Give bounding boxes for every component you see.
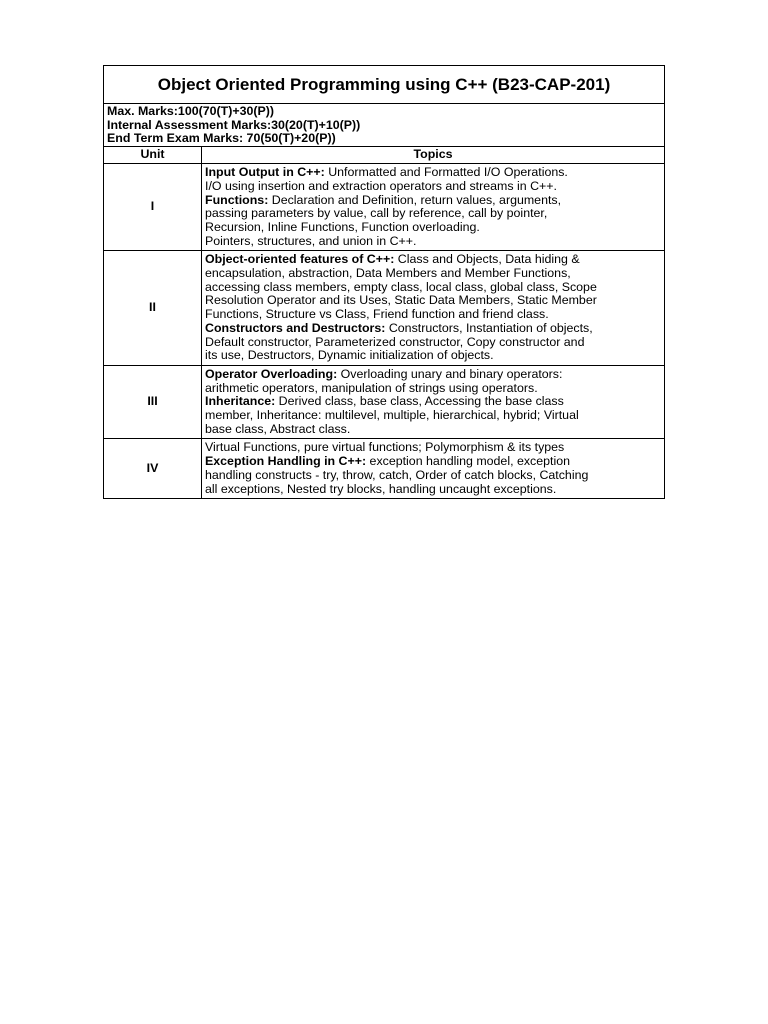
- topic-text: Pointers, structures, and union in C++.: [205, 233, 417, 248]
- topic-line: [205, 382, 661, 396]
- topic-line: [205, 180, 661, 194]
- topic-line: [205, 308, 661, 322]
- topic-line: [205, 253, 661, 267]
- unit-number: IV: [104, 439, 202, 499]
- unit-topics: [202, 164, 665, 251]
- topic-text: Virtual Functions, pure virtual functions; Polymorphism & its types: [205, 440, 565, 455]
- topic-text: Class and Objects, Data hiding &: [394, 252, 580, 267]
- unit-row: [104, 439, 665, 499]
- unit-header: Unit: [104, 147, 202, 164]
- topic-line: [205, 368, 661, 382]
- unit-topics: [202, 439, 665, 499]
- header-row: [104, 147, 665, 164]
- topic-heading: Functions:: [205, 192, 269, 207]
- unit-number: III: [104, 365, 202, 439]
- topic-heading: Operator Overloading:: [205, 366, 338, 381]
- topic-text: base class, Abstract class.: [205, 421, 351, 436]
- topic-heading: Input Output in C++:: [205, 165, 325, 180]
- marks-info: [104, 104, 665, 147]
- topic-line: [205, 267, 661, 281]
- unit-row: [104, 251, 665, 366]
- topic-line: [205, 455, 661, 469]
- title-row: [104, 66, 665, 104]
- topic-line: [205, 221, 661, 235]
- unit-row: [104, 365, 665, 439]
- topic-line: [205, 166, 661, 180]
- topic-text: Recursion, Inline Functions, Function overloading.: [205, 219, 480, 234]
- topic-text: all exceptions, Nested try blocks, handling uncaught exceptions.: [205, 481, 557, 496]
- topic-text: its use, Destructors, Dynamic initialization of objects.: [205, 348, 494, 363]
- topic-text: passing parameters by value, call by reference, call by pointer,: [205, 206, 548, 221]
- topic-text: encapsulation, abstraction, Data Members and Member Functions,: [205, 266, 571, 281]
- topic-line: [205, 322, 661, 336]
- topic-heading: Object-oriented features of C++:: [205, 252, 395, 267]
- topic-line: [205, 336, 661, 350]
- unit-number: I: [104, 164, 202, 251]
- topic-heading: Exception Handling in C++:: [205, 454, 367, 469]
- topic-text: exception handling model, exception: [366, 454, 571, 469]
- topic-line: [205, 235, 661, 249]
- topic-line: [205, 207, 661, 221]
- unit-row: [104, 164, 665, 251]
- max-marks: Max. Marks:100(70(T)+30(P)): [107, 104, 274, 118]
- topic-line: [205, 281, 661, 295]
- course-title: Object Oriented Programming using C++ (B23-CAP-201): [104, 66, 665, 104]
- topic-text: member, Inheritance: multilevel, multiple, hierarchical, hybrid; Virtual: [205, 408, 579, 423]
- topic-text: Declaration and Definition, return values, arguments,: [268, 192, 562, 207]
- end-term-exam-marks: End Term Exam Marks: 70(50(T)+20(P)): [107, 131, 336, 146]
- topic-heading: Inheritance:: [205, 394, 276, 409]
- topic-line: [205, 441, 661, 455]
- marks-row: [104, 104, 665, 147]
- topic-line: [205, 395, 661, 409]
- syllabus-body: [104, 66, 665, 499]
- topic-line: [205, 469, 661, 483]
- topic-text: accessing class members, empty class, local class, global class, Scope: [205, 279, 597, 294]
- topic-line: [205, 423, 661, 437]
- topic-text: handling constructs - try, throw, catch, Order of catch blocks, Catching: [205, 467, 589, 482]
- topic-heading: Constructors and Destructors:: [205, 320, 386, 335]
- topic-text: arithmetic operators, manipulation of strings using operators.: [205, 380, 538, 395]
- topics-header: Topics: [202, 147, 665, 164]
- topic-text: Unformatted and Formatted I/O Operations.: [324, 165, 568, 180]
- unit-topics: [202, 365, 665, 439]
- internal-assessment-marks: Internal Assessment Marks:30(20(T)+10(P)): [107, 117, 361, 132]
- topic-line: [205, 194, 661, 208]
- unit-number: II: [104, 251, 202, 366]
- unit-topics: [202, 251, 665, 366]
- topic-text: Derived class, base class, Accessing the base class: [275, 394, 564, 409]
- syllabus-table: [103, 65, 665, 499]
- topic-text: Functions, Structure vs Class, Friend function and friend class.: [205, 307, 549, 322]
- topic-line: [205, 483, 661, 497]
- topic-text: Overloading unary and binary operators:: [337, 366, 563, 381]
- topic-line: [205, 409, 661, 423]
- topic-text: I/O using insertion and extraction operators and streams in C++.: [205, 178, 557, 193]
- topic-text: Resolution Operator and its Uses, Static Data Members, Static Member: [205, 293, 597, 308]
- topic-line: [205, 294, 661, 308]
- topic-text: Default constructor, Parameterized constructor, Copy constructor and: [205, 334, 585, 349]
- topic-line: [205, 349, 661, 363]
- topic-text: Constructors, Instantiation of objects,: [385, 320, 593, 335]
